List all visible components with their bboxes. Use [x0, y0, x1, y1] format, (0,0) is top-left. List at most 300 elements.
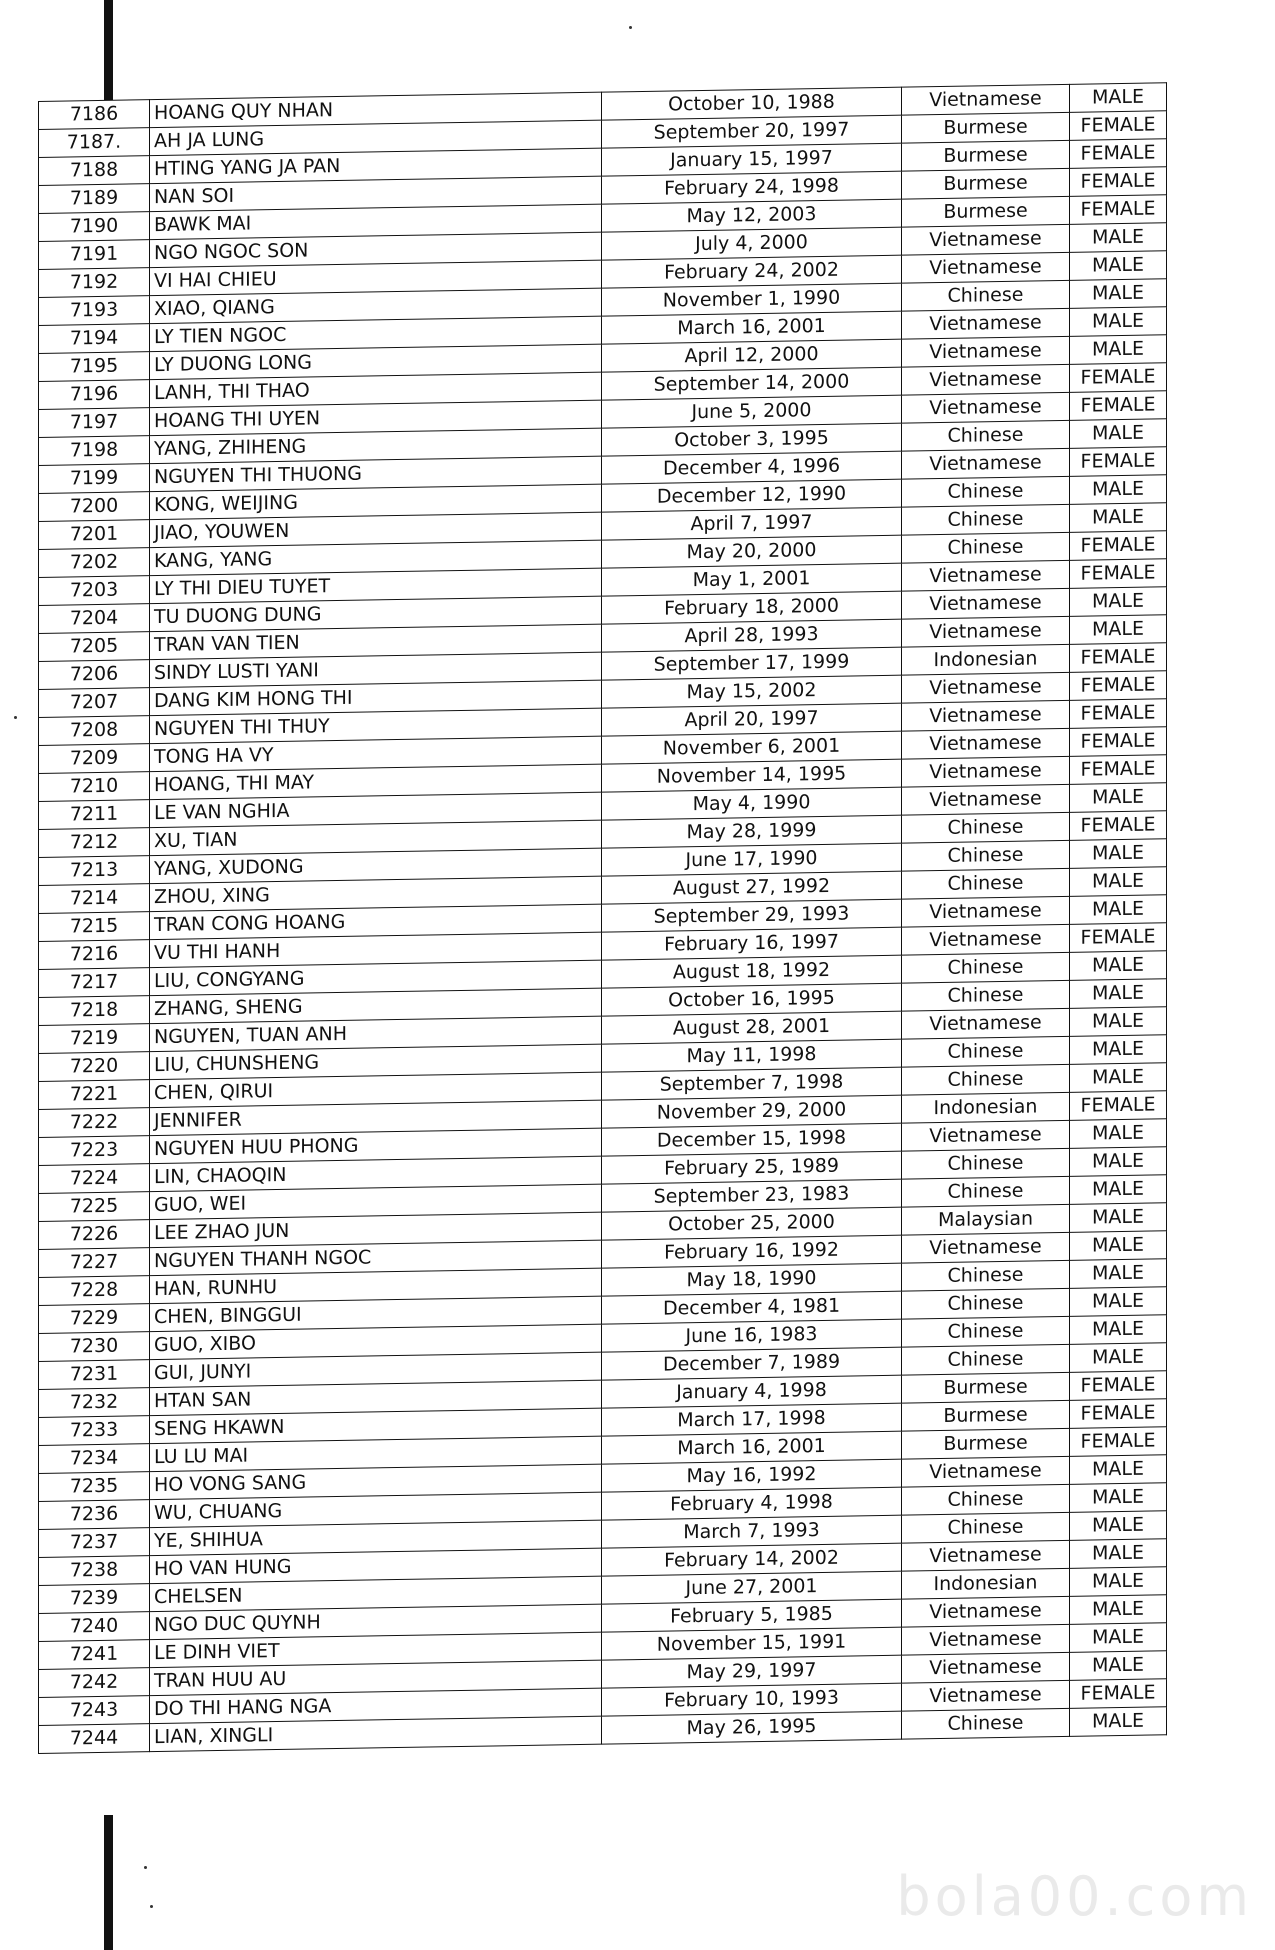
- sex-cell: FEMALE: [1070, 727, 1167, 757]
- sex-cell: MALE: [1070, 1455, 1167, 1485]
- nationality-cell: Indonesian: [902, 644, 1070, 675]
- date-of-birth-cell: May 16, 1992: [602, 1459, 902, 1492]
- date-of-birth-cell: September 14, 2000: [602, 367, 902, 400]
- sex-cell: MALE: [1070, 1175, 1167, 1205]
- nationality-cell: Chinese: [902, 1316, 1070, 1347]
- record-number-cell: 7212: [39, 828, 150, 858]
- nationality-cell: Burmese: [902, 1400, 1070, 1431]
- sex-cell: FEMALE: [1070, 195, 1167, 225]
- nationality-cell: Chinese: [902, 840, 1070, 871]
- sex-cell: MALE: [1070, 307, 1167, 337]
- record-number-cell: 7190: [39, 212, 150, 242]
- date-of-birth-cell: May 4, 1990: [602, 787, 902, 820]
- person-name-cell: LE DINH VIET: [150, 1632, 602, 1667]
- sex-cell: FEMALE: [1070, 1371, 1167, 1401]
- nationality-cell: Chinese: [902, 476, 1070, 507]
- record-number-cell: 7225: [39, 1192, 150, 1222]
- record-number-cell: 7196: [39, 380, 150, 410]
- nationality-cell: Chinese: [902, 532, 1070, 563]
- record-number-cell: 7222: [39, 1108, 150, 1138]
- sex-cell: MALE: [1070, 1035, 1167, 1065]
- sex-cell: MALE: [1070, 1651, 1167, 1681]
- record-number-cell: 7204: [39, 604, 150, 634]
- sex-cell: FEMALE: [1070, 531, 1167, 561]
- sex-cell: MALE: [1070, 1119, 1167, 1149]
- date-of-birth-cell: September 7, 1998: [602, 1067, 902, 1100]
- record-number-cell: 7203: [39, 576, 150, 606]
- person-name-cell: TONG HA VY: [150, 736, 602, 771]
- person-name-cell: YANG, ZHIHENG: [150, 428, 602, 463]
- date-of-birth-cell: November 29, 2000: [602, 1095, 902, 1128]
- sex-cell: MALE: [1070, 1707, 1167, 1737]
- sex-cell: FEMALE: [1070, 699, 1167, 729]
- date-of-birth-cell: November 6, 2001: [602, 731, 902, 764]
- date-of-birth-cell: April 7, 1997: [602, 507, 902, 540]
- person-name-cell: XIAO, QIANG: [150, 288, 602, 323]
- record-number-cell: 7231: [39, 1360, 150, 1390]
- record-number-cell: 7200: [39, 492, 150, 522]
- sex-cell: MALE: [1070, 1483, 1167, 1513]
- record-number-cell: 7234: [39, 1444, 150, 1474]
- date-of-birth-cell: November 14, 1995: [602, 759, 902, 792]
- person-name-cell: LANH, THI THAO: [150, 372, 602, 407]
- record-number-cell: 7208: [39, 716, 150, 746]
- record-number-cell: 7191: [39, 240, 150, 270]
- person-name-cell: LY TIEN NGOC: [150, 316, 602, 351]
- date-of-birth-cell: August 27, 1992: [602, 871, 902, 904]
- nationality-cell: Vietnamese: [902, 756, 1070, 787]
- sex-cell: MALE: [1070, 1623, 1167, 1653]
- nationality-cell: Burmese: [902, 112, 1070, 143]
- nationality-cell: Vietnamese: [902, 308, 1070, 339]
- date-of-birth-cell: March 7, 1993: [602, 1515, 902, 1548]
- record-number-cell: 7220: [39, 1052, 150, 1082]
- record-number-cell: 7221: [39, 1080, 150, 1110]
- person-name-cell: WU, CHUANG: [150, 1492, 602, 1527]
- person-name-cell: NGO NGOC SON: [150, 232, 602, 267]
- sex-cell: MALE: [1070, 895, 1167, 925]
- sex-cell: FEMALE: [1070, 1427, 1167, 1457]
- date-of-birth-cell: May 1, 2001: [602, 563, 902, 596]
- nationality-cell: Vietnamese: [902, 336, 1070, 367]
- sex-cell: MALE: [1070, 419, 1167, 449]
- nationality-cell: Vietnamese: [902, 364, 1070, 395]
- sex-cell: FEMALE: [1070, 111, 1167, 141]
- person-name-cell: SENG HKAWN: [150, 1408, 602, 1443]
- record-number-cell: 7197: [39, 408, 150, 438]
- sex-cell: FEMALE: [1070, 559, 1167, 589]
- date-of-birth-cell: March 16, 2001: [602, 311, 902, 344]
- nationality-cell: Vietnamese: [902, 1120, 1070, 1151]
- nationality-cell: Chinese: [902, 1260, 1070, 1291]
- sex-cell: FEMALE: [1070, 391, 1167, 421]
- nationality-cell: Chinese: [902, 504, 1070, 535]
- sex-cell: MALE: [1070, 1567, 1167, 1597]
- person-name-cell: ZHANG, SHENG: [150, 988, 602, 1023]
- record-number-cell: 7193: [39, 296, 150, 326]
- sex-cell: MALE: [1070, 1539, 1167, 1569]
- date-of-birth-cell: October 16, 1995: [602, 983, 902, 1016]
- date-of-birth-cell: September 23, 1983: [602, 1179, 902, 1212]
- sex-cell: MALE: [1070, 279, 1167, 309]
- record-number-cell: 7205: [39, 632, 150, 662]
- person-name-cell: GUI, JUNYI: [150, 1352, 602, 1387]
- nationality-cell: Malaysian: [902, 1204, 1070, 1235]
- sex-cell: MALE: [1070, 1147, 1167, 1177]
- date-of-birth-cell: February 25, 1989: [602, 1151, 902, 1184]
- record-number-cell: 7210: [39, 772, 150, 802]
- sex-cell: MALE: [1070, 839, 1167, 869]
- person-name-cell: GUO, WEI: [150, 1184, 602, 1219]
- person-name-cell: TU DUONG DUNG: [150, 596, 602, 631]
- watermark: bola00.com: [896, 1865, 1253, 1928]
- nationality-cell: Vietnamese: [902, 1456, 1070, 1487]
- record-number-cell: 7216: [39, 940, 150, 970]
- sex-cell: MALE: [1070, 587, 1167, 617]
- date-of-birth-cell: November 1, 1990: [602, 283, 902, 316]
- nationality-cell: Vietnamese: [902, 924, 1070, 955]
- person-name-cell: LIU, CONGYANG: [150, 960, 602, 995]
- date-of-birth-cell: February 24, 1998: [602, 171, 902, 204]
- nationality-cell: Chinese: [902, 1708, 1070, 1739]
- sex-cell: MALE: [1070, 979, 1167, 1009]
- record-number-cell: 7214: [39, 884, 150, 914]
- scan-margin-bar-bottom: [104, 1815, 113, 1950]
- person-name-cell: YE, SHIHUA: [150, 1520, 602, 1555]
- nationality-cell: Vietnamese: [902, 224, 1070, 255]
- nationality-cell: Chinese: [902, 1148, 1070, 1179]
- date-of-birth-cell: April 12, 2000: [602, 339, 902, 372]
- person-name-cell: HOANG THI UYEN: [150, 400, 602, 435]
- date-of-birth-cell: June 5, 2000: [602, 395, 902, 428]
- date-of-birth-cell: October 25, 2000: [602, 1207, 902, 1240]
- person-name-cell: ZHOU, XING: [150, 876, 602, 911]
- date-of-birth-cell: January 15, 1997: [602, 143, 902, 176]
- date-of-birth-cell: February 24, 2002: [602, 255, 902, 288]
- sex-cell: FEMALE: [1070, 755, 1167, 785]
- sex-cell: MALE: [1070, 83, 1167, 113]
- person-name-cell: LY THI DIEU TUYET: [150, 568, 602, 603]
- nationality-cell: Vietnamese: [902, 1232, 1070, 1263]
- nationality-cell: Vietnamese: [902, 616, 1070, 647]
- date-of-birth-cell: May 15, 2002: [602, 675, 902, 708]
- scan-margin-bar-top: [104, 0, 113, 100]
- sex-cell: MALE: [1070, 867, 1167, 897]
- date-of-birth-cell: October 3, 1995: [602, 423, 902, 456]
- nationality-cell: Burmese: [902, 196, 1070, 227]
- nationality-cell: Chinese: [902, 868, 1070, 899]
- person-name-cell: LIU, CHUNSHENG: [150, 1044, 602, 1079]
- date-of-birth-cell: March 16, 2001: [602, 1431, 902, 1464]
- person-name-cell: KONG, WEIJING: [150, 484, 602, 519]
- person-name-cell: KANG, YANG: [150, 540, 602, 575]
- roster-table: [38, 82, 1167, 1754]
- sex-cell: MALE: [1070, 1287, 1167, 1317]
- record-number-cell: 7233: [39, 1416, 150, 1446]
- nationality-cell: Vietnamese: [902, 1540, 1070, 1571]
- record-number-cell: 7241: [39, 1640, 150, 1670]
- nationality-cell: Vietnamese: [902, 448, 1070, 479]
- sex-cell: MALE: [1070, 1595, 1167, 1625]
- nationality-cell: Vietnamese: [902, 588, 1070, 619]
- date-of-birth-cell: February 16, 1992: [602, 1235, 902, 1268]
- sex-cell: FEMALE: [1070, 643, 1167, 673]
- date-of-birth-cell: January 4, 1998: [602, 1375, 902, 1408]
- sex-cell: MALE: [1070, 475, 1167, 505]
- person-name-cell: GUO, XIBO: [150, 1324, 602, 1359]
- date-of-birth-cell: October 10, 1988: [602, 87, 902, 120]
- record-number-cell: 7187.: [39, 128, 150, 158]
- nationality-cell: Vietnamese: [902, 672, 1070, 703]
- date-of-birth-cell: December 4, 1981: [602, 1291, 902, 1324]
- nationality-cell: Vietnamese: [902, 1624, 1070, 1655]
- date-of-birth-cell: February 16, 1997: [602, 927, 902, 960]
- person-name-cell: TRAN VAN TIEN: [150, 624, 602, 659]
- record-number-cell: 7232: [39, 1388, 150, 1418]
- nationality-cell: Chinese: [902, 1176, 1070, 1207]
- nationality-cell: Chinese: [902, 420, 1070, 451]
- sex-cell: FEMALE: [1070, 811, 1167, 841]
- sex-cell: MALE: [1070, 1511, 1167, 1541]
- nationality-cell: Vietnamese: [902, 728, 1070, 759]
- sex-cell: FEMALE: [1070, 1679, 1167, 1709]
- date-of-birth-cell: February 4, 1998: [602, 1487, 902, 1520]
- person-name-cell: HTING YANG JA PAN: [150, 148, 602, 183]
- date-of-birth-cell: February 5, 1985: [602, 1599, 902, 1632]
- person-name-cell: HO VONG SANG: [150, 1464, 602, 1499]
- scan-speck: [150, 1905, 153, 1908]
- nationality-cell: Vietnamese: [902, 252, 1070, 283]
- nationality-cell: Vietnamese: [902, 700, 1070, 731]
- sex-cell: MALE: [1070, 1203, 1167, 1233]
- person-name-cell: HOANG, THI MAY: [150, 764, 602, 799]
- record-number-cell: 7198: [39, 436, 150, 466]
- nationality-cell: Chinese: [902, 1036, 1070, 1067]
- person-name-cell: CHELSEN: [150, 1576, 602, 1611]
- record-number-cell: 7217: [39, 968, 150, 998]
- person-name-cell: CHEN, QIRUI: [150, 1072, 602, 1107]
- person-name-cell: CHEN, BINGGUI: [150, 1296, 602, 1331]
- date-of-birth-cell: May 26, 1995: [602, 1711, 902, 1744]
- date-of-birth-cell: September 29, 1993: [602, 899, 902, 932]
- nationality-cell: Chinese: [902, 1512, 1070, 1543]
- date-of-birth-cell: April 28, 1993: [602, 619, 902, 652]
- person-name-cell: TRAN HUU AU: [150, 1660, 602, 1695]
- record-number-cell: 7226: [39, 1220, 150, 1250]
- person-name-cell: NGUYEN THI THUONG: [150, 456, 602, 491]
- record-number-cell: 7189: [39, 184, 150, 214]
- date-of-birth-cell: August 18, 1992: [602, 955, 902, 988]
- person-name-cell: HO VAN HUNG: [150, 1548, 602, 1583]
- nationality-cell: Burmese: [902, 1428, 1070, 1459]
- nationality-cell: Indonesian: [902, 1568, 1070, 1599]
- nationality-cell: Chinese: [902, 812, 1070, 843]
- date-of-birth-cell: June 27, 2001: [602, 1571, 902, 1604]
- record-number-cell: 7206: [39, 660, 150, 690]
- person-name-cell: TRAN CONG HOANG: [150, 904, 602, 939]
- date-of-birth-cell: November 15, 1991: [602, 1627, 902, 1660]
- sex-cell: MALE: [1070, 1007, 1167, 1037]
- nationality-cell: Vietnamese: [902, 560, 1070, 591]
- nationality-cell: Vietnamese: [902, 784, 1070, 815]
- person-name-cell: XU, TIAN: [150, 820, 602, 855]
- date-of-birth-cell: September 17, 1999: [602, 647, 902, 680]
- sex-cell: MALE: [1070, 1315, 1167, 1345]
- person-name-cell: NGUYEN HUU PHONG: [150, 1128, 602, 1163]
- date-of-birth-cell: December 12, 1990: [602, 479, 902, 512]
- record-number-cell: 7227: [39, 1248, 150, 1278]
- date-of-birth-cell: May 20, 2000: [602, 535, 902, 568]
- sex-cell: MALE: [1070, 223, 1167, 253]
- sex-cell: MALE: [1070, 251, 1167, 281]
- nationality-cell: Vietnamese: [902, 1680, 1070, 1711]
- record-number-cell: 7207: [39, 688, 150, 718]
- record-number-cell: 7235: [39, 1472, 150, 1502]
- scan-speck: [629, 26, 632, 29]
- sex-cell: MALE: [1070, 503, 1167, 533]
- record-number-cell: 7224: [39, 1164, 150, 1194]
- record-number-cell: 7242: [39, 1668, 150, 1698]
- person-name-cell: NGUYEN, TUAN ANH: [150, 1016, 602, 1051]
- record-number-cell: 7223: [39, 1136, 150, 1166]
- sex-cell: MALE: [1070, 615, 1167, 645]
- nationality-cell: Burmese: [902, 140, 1070, 171]
- sex-cell: MALE: [1070, 1259, 1167, 1289]
- date-of-birth-cell: June 17, 1990: [602, 843, 902, 876]
- record-number-cell: 7236: [39, 1500, 150, 1530]
- nationality-cell: Burmese: [902, 1372, 1070, 1403]
- person-name-cell: HOANG QUY NHAN: [150, 92, 602, 127]
- date-of-birth-cell: May 29, 1997: [602, 1655, 902, 1688]
- record-number-cell: 7209: [39, 744, 150, 774]
- date-of-birth-cell: December 7, 1989: [602, 1347, 902, 1380]
- nationality-cell: Chinese: [902, 1064, 1070, 1095]
- person-name-cell: LIAN, XINGLI: [150, 1716, 602, 1751]
- nationality-cell: Vietnamese: [902, 392, 1070, 423]
- nationality-cell: Chinese: [902, 952, 1070, 983]
- person-name-cell: DO THI HANG NGA: [150, 1688, 602, 1723]
- person-name-cell: NAN SOI: [150, 176, 602, 211]
- sex-cell: MALE: [1070, 951, 1167, 981]
- date-of-birth-cell: May 12, 2003: [602, 199, 902, 232]
- date-of-birth-cell: July 4, 2000: [602, 227, 902, 260]
- record-number-cell: 7215: [39, 912, 150, 942]
- record-number-cell: 7228: [39, 1276, 150, 1306]
- date-of-birth-cell: February 14, 2002: [602, 1543, 902, 1576]
- record-number-cell: 7218: [39, 996, 150, 1026]
- sex-cell: FEMALE: [1070, 671, 1167, 701]
- person-name-cell: HAN, RUNHU: [150, 1268, 602, 1303]
- sex-cell: FEMALE: [1070, 1399, 1167, 1429]
- record-number-cell: 7230: [39, 1332, 150, 1362]
- record-number-cell: 7194: [39, 324, 150, 354]
- record-number-cell: 7195: [39, 352, 150, 382]
- person-name-cell: NGUYEN THI THUY: [150, 708, 602, 743]
- person-name-cell: LE VAN NGHIA: [150, 792, 602, 827]
- date-of-birth-cell: June 16, 1983: [602, 1319, 902, 1352]
- nationality-cell: Vietnamese: [902, 1596, 1070, 1627]
- date-of-birth-cell: April 20, 1997: [602, 703, 902, 736]
- nationality-cell: Chinese: [902, 1484, 1070, 1515]
- person-name-cell: VI HAI CHIEU: [150, 260, 602, 295]
- person-name-cell: NGUYEN THANH NGOC: [150, 1240, 602, 1275]
- record-number-cell: 7211: [39, 800, 150, 830]
- sex-cell: FEMALE: [1070, 923, 1167, 953]
- nationality-cell: Chinese: [902, 1288, 1070, 1319]
- sex-cell: FEMALE: [1070, 1091, 1167, 1121]
- person-name-cell: NGO DUC QUYNH: [150, 1604, 602, 1639]
- person-name-cell: AH JA LUNG: [150, 120, 602, 155]
- date-of-birth-cell: February 10, 1993: [602, 1683, 902, 1716]
- record-number-cell: 7243: [39, 1696, 150, 1726]
- person-name-cell: LIN, CHAOQIN: [150, 1156, 602, 1191]
- date-of-birth-cell: February 18, 2000: [602, 591, 902, 624]
- record-number-cell: 7186: [39, 100, 150, 130]
- sex-cell: FEMALE: [1070, 447, 1167, 477]
- date-of-birth-cell: December 4, 1996: [602, 451, 902, 484]
- person-name-cell: LEE ZHAO JUN: [150, 1212, 602, 1247]
- sex-cell: FEMALE: [1070, 139, 1167, 169]
- record-number-cell: 7239: [39, 1584, 150, 1614]
- person-name-cell: SINDY LUSTI YANI: [150, 652, 602, 687]
- nationality-cell: Chinese: [902, 980, 1070, 1011]
- record-number-cell: 7240: [39, 1612, 150, 1642]
- sex-cell: FEMALE: [1070, 167, 1167, 197]
- nationality-cell: Vietnamese: [902, 1008, 1070, 1039]
- nationality-cell: Vietnamese: [902, 1652, 1070, 1683]
- date-of-birth-cell: September 20, 1997: [602, 115, 902, 148]
- date-of-birth-cell: May 18, 1990: [602, 1263, 902, 1296]
- record-number-cell: 7192: [39, 268, 150, 298]
- date-of-birth-cell: May 11, 1998: [602, 1039, 902, 1072]
- sex-cell: MALE: [1070, 1343, 1167, 1373]
- record-number-cell: 7219: [39, 1024, 150, 1054]
- nationality-cell: Indonesian: [902, 1092, 1070, 1123]
- sex-cell: MALE: [1070, 1231, 1167, 1261]
- sex-cell: MALE: [1070, 1063, 1167, 1093]
- nationality-cell: Vietnamese: [902, 84, 1070, 115]
- roster-body: [39, 83, 1167, 1754]
- date-of-birth-cell: December 15, 1998: [602, 1123, 902, 1156]
- record-number-cell: 7199: [39, 464, 150, 494]
- person-name-cell: DANG KIM HONG THI: [150, 680, 602, 715]
- nationality-cell: Chinese: [902, 1344, 1070, 1375]
- sex-cell: FEMALE: [1070, 363, 1167, 393]
- nationality-cell: Vietnamese: [902, 896, 1070, 927]
- person-name-cell: VU THI HANH: [150, 932, 602, 967]
- sex-cell: MALE: [1070, 335, 1167, 365]
- nationality-cell: Chinese: [902, 280, 1070, 311]
- record-number-cell: 7213: [39, 856, 150, 886]
- record-number-cell: 7229: [39, 1304, 150, 1334]
- record-number-cell: 7201: [39, 520, 150, 550]
- person-name-cell: YANG, XUDONG: [150, 848, 602, 883]
- person-name-cell: LY DUONG LONG: [150, 344, 602, 379]
- record-number-cell: 7202: [39, 548, 150, 578]
- nationality-cell: Burmese: [902, 168, 1070, 199]
- person-name-cell: BAWK MAI: [150, 204, 602, 239]
- person-name-cell: JIAO, YOUWEN: [150, 512, 602, 547]
- record-number-cell: 7244: [39, 1724, 150, 1754]
- person-name-cell: LU LU MAI: [150, 1436, 602, 1471]
- person-name-cell: JENNIFER: [150, 1100, 602, 1135]
- person-name-cell: HTAN SAN: [150, 1380, 602, 1415]
- record-number-cell: 7237: [39, 1528, 150, 1558]
- date-of-birth-cell: March 17, 1998: [602, 1403, 902, 1436]
- date-of-birth-cell: August 28, 2001: [602, 1011, 902, 1044]
- scan-speck: [14, 716, 17, 719]
- record-number-cell: 7188: [39, 156, 150, 186]
